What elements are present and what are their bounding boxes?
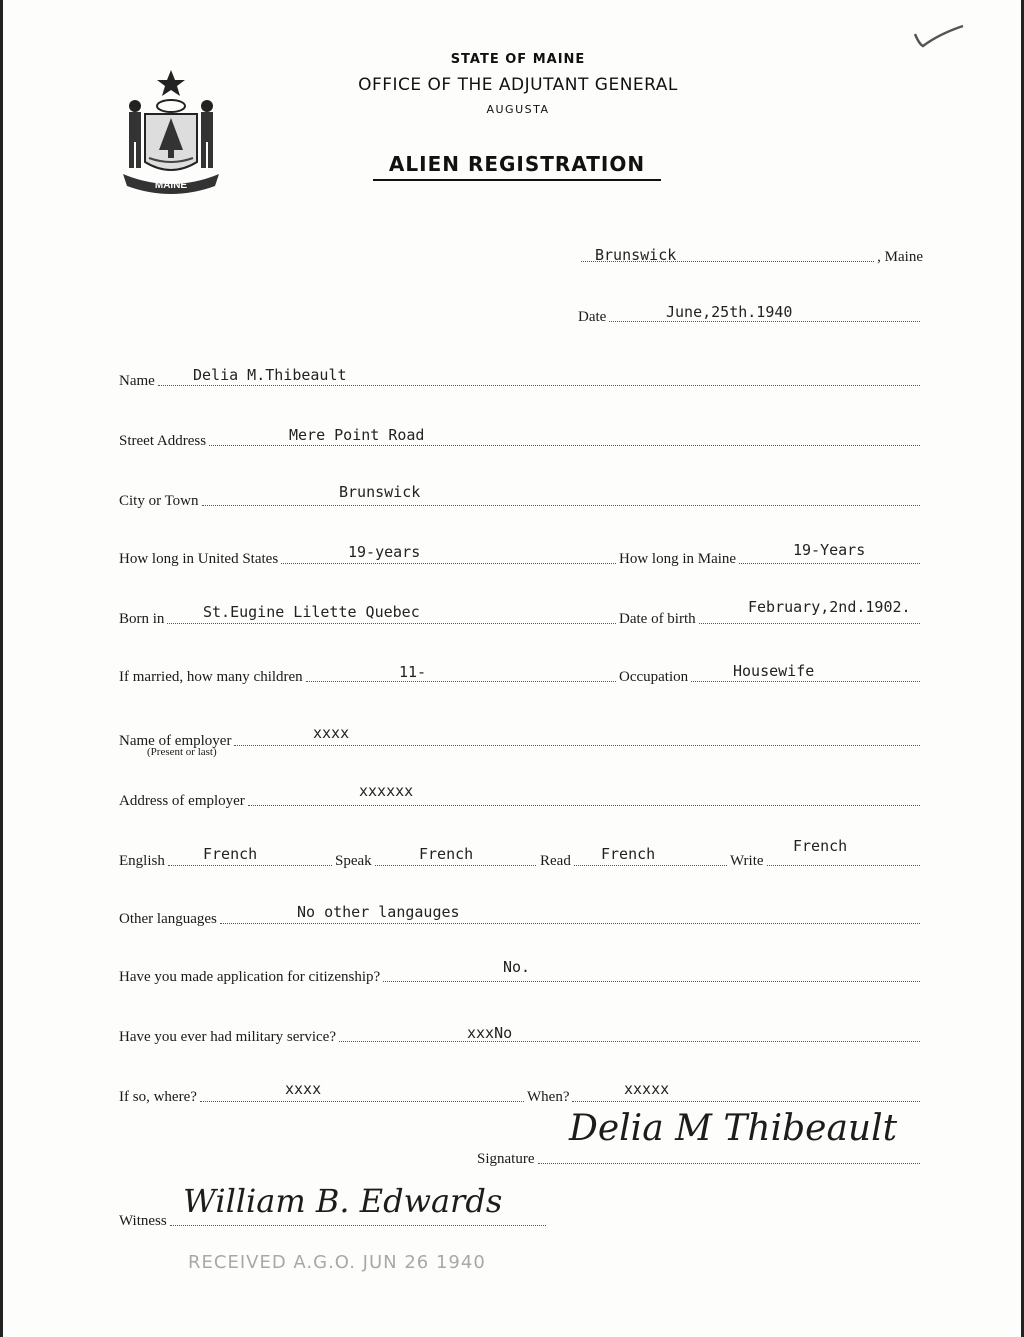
speak-label: Speak xyxy=(335,853,372,869)
write-label: Write xyxy=(730,853,764,869)
signature-field xyxy=(477,1146,923,1168)
write-value: French xyxy=(793,837,848,855)
name-dots xyxy=(158,384,920,386)
header-office: OFFICE OF THE ADJUTANT GENERAL xyxy=(358,75,678,95)
military-value: xxxNo xyxy=(467,1024,513,1042)
svg-text:MAINE: MAINE xyxy=(154,180,188,191)
speak-value: French xyxy=(419,845,474,863)
emp-addr-field xyxy=(119,788,923,810)
city-field xyxy=(119,488,923,510)
occupation-dots xyxy=(691,680,920,682)
street-label: Street Address xyxy=(119,433,207,449)
emp-addr-dots xyxy=(248,804,920,806)
city-dots xyxy=(202,504,920,506)
form-title: ALIEN REGISTRATION xyxy=(373,152,661,181)
born-label: Born in xyxy=(119,611,165,627)
english-dots xyxy=(168,864,332,866)
maine-dots xyxy=(739,562,920,564)
citizenship-dots xyxy=(383,980,920,982)
street-dots xyxy=(209,444,920,446)
emp-addr-label: Address of employer xyxy=(119,793,245,809)
city-label: City or Town xyxy=(119,493,199,509)
read-value: French xyxy=(601,845,656,863)
us-value: 19-years xyxy=(348,543,421,561)
employer-field xyxy=(119,728,923,750)
signature-dots xyxy=(538,1162,921,1164)
when-label: When? xyxy=(527,1089,570,1105)
military-field xyxy=(119,1024,923,1046)
header-state: STATE OF MAINE xyxy=(450,52,586,67)
date-label: Date xyxy=(578,309,607,325)
other-lang-dots xyxy=(220,922,920,924)
town-value: Brunswick xyxy=(595,246,677,264)
employer-value: xxxx xyxy=(313,724,350,742)
children-value: 11- xyxy=(399,663,427,681)
other-lang-field xyxy=(119,906,923,928)
name-label: Name xyxy=(119,373,155,389)
maine-field xyxy=(619,546,923,568)
town-suffix: , Maine xyxy=(877,249,923,265)
occupation-value: Housewife xyxy=(733,662,815,680)
where-value: xxxx xyxy=(285,1080,322,1098)
dob-dots xyxy=(699,622,920,624)
witness-value: William B. Edwards xyxy=(183,1182,503,1220)
citizenship-value: No. xyxy=(503,958,531,976)
dob-label: Date of birth xyxy=(619,611,696,627)
where-field xyxy=(119,1084,527,1106)
us-label: How long in United States xyxy=(119,551,279,567)
read-label: Read xyxy=(540,853,571,869)
witness-dots xyxy=(170,1224,546,1226)
when-value: xxxxx xyxy=(624,1080,670,1098)
employer-dots xyxy=(234,744,920,746)
children-label: If married, how many children xyxy=(119,669,303,685)
check-mark-icon xyxy=(911,22,967,52)
where-label: If so, where? xyxy=(119,1089,197,1105)
other-lang-label: Other languages xyxy=(119,911,217,927)
other-lang-value: No other langauges xyxy=(297,903,460,921)
dob-value: February,2nd.1902. xyxy=(748,598,911,616)
military-label: Have you ever had military service? xyxy=(119,1029,336,1045)
received-stamp: RECEIVED A.G.O. JUN 26 1940 xyxy=(188,1252,486,1273)
occupation-label: Occupation xyxy=(619,669,689,685)
date-value: June,25th.1940 xyxy=(666,303,793,321)
english-value: French xyxy=(203,845,258,863)
born-value: St.Eugine Lilette Quebec xyxy=(203,603,420,621)
signature-value: Delia M Thibeault xyxy=(569,1108,898,1149)
header-city: AUGUSTA xyxy=(486,103,550,116)
english-label: English xyxy=(119,853,165,869)
us-dots xyxy=(281,562,616,564)
emp-addr-value: xxxxxx xyxy=(359,782,414,800)
witness-label: Witness xyxy=(119,1213,167,1229)
citizenship-label: Have you made application for citizenship? xyxy=(119,969,381,985)
maine-label: How long in Maine xyxy=(619,551,737,567)
maine-value: 19-Years xyxy=(793,541,866,559)
write-dots xyxy=(767,864,920,866)
speak-dots xyxy=(375,864,536,866)
city-value: Brunswick xyxy=(339,483,421,501)
read-dots xyxy=(574,864,727,866)
where-dots xyxy=(200,1100,524,1102)
street-field xyxy=(119,428,923,450)
employer-label: Name of employer xyxy=(119,733,232,749)
military-dots xyxy=(339,1040,920,1042)
street-value: Mere Point Road xyxy=(289,426,425,444)
when-dots xyxy=(572,1100,920,1102)
name-value: Delia M.Thibeault xyxy=(193,366,347,384)
state-seal-icon xyxy=(115,66,227,196)
when-field xyxy=(527,1084,923,1106)
children-field xyxy=(119,664,619,686)
employer-sublabel: (Present or last) xyxy=(147,746,217,758)
children-dots xyxy=(306,680,616,682)
signature-label: Signature xyxy=(477,1151,535,1167)
born-dots xyxy=(167,622,616,624)
